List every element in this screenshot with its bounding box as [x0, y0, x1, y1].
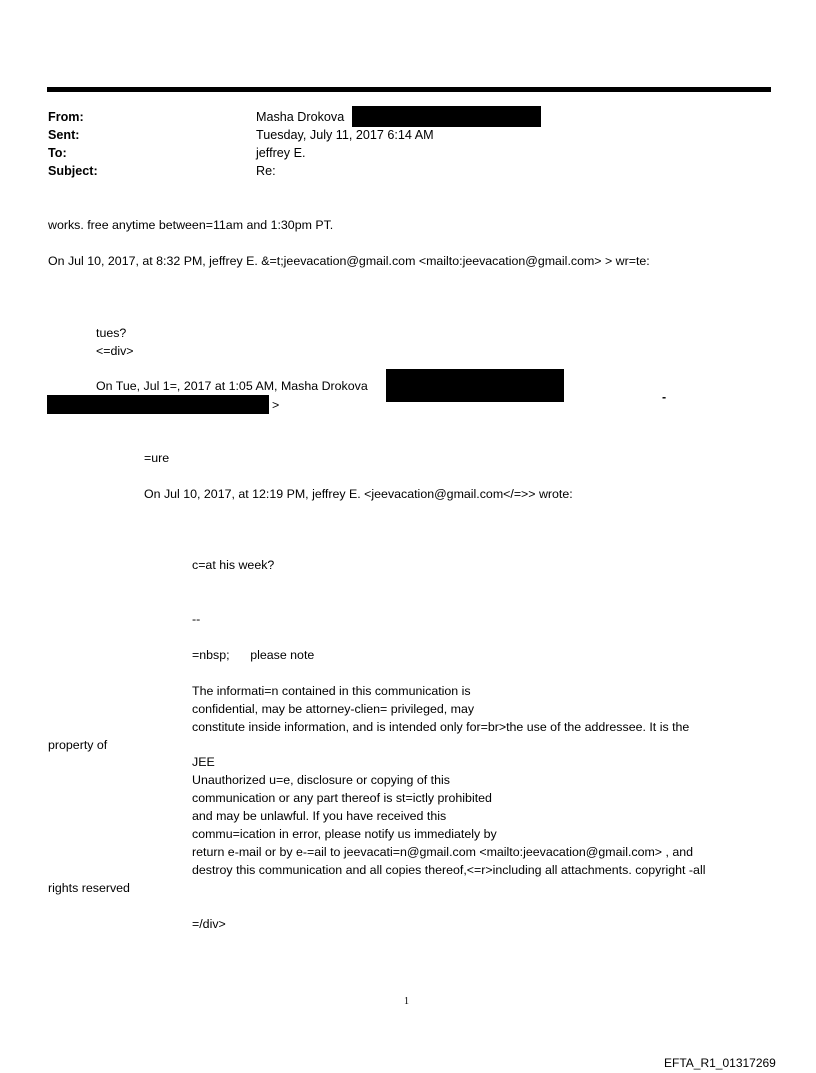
- body-line-2: On Jul 10, 2017, at 8:32 PM, jeffrey E. &=t;jeevacation@gmail.com <mailto:jeevacation@gmail.com> > wr=te:: [48, 254, 650, 268]
- redaction-box: [386, 369, 564, 402]
- disclaimer-line-1: The informati=n contained in this communication is: [192, 684, 471, 698]
- from-value: Masha Drokova: [256, 110, 345, 124]
- disclaimer-line-9: commu=ication in error, please notify us immediately by: [192, 827, 497, 841]
- sent-value: Tuesday, July 11, 2017 6:14 AM: [256, 128, 434, 142]
- stray-dash: -: [662, 390, 667, 404]
- bates-number: EFTA_R1_01317269: [664, 1056, 776, 1070]
- disclaimer-line-3: constitute inside information, and is intended only for=br>the use of the addressee. It is the: [192, 720, 690, 734]
- quote3-closing: =/div>: [192, 917, 226, 931]
- disclaimer-line-11: destroy this communication and all copies thereof,<=r>including all attachments. copyright -all: [192, 863, 706, 877]
- redaction-box: [352, 106, 541, 127]
- quote3-line-c: =nbsp; please note: [192, 648, 315, 662]
- quote2-line-a: =ure: [144, 451, 170, 465]
- subject-label: Subject:: [48, 164, 98, 178]
- disclaimer-line-6: Unauthorized u=e, disclosure or copying of this: [192, 773, 450, 787]
- disclaimer-line-10: return e-mail or by e-=ail to jeevacati=n@gmail.com <mailto:jeevacation@gmail.com> , and: [192, 845, 694, 859]
- body-line-1: works. free anytime between=11am and 1:30pm PT.: [48, 218, 334, 232]
- to-label: To:: [48, 146, 67, 160]
- subject-value: Re:: [256, 164, 276, 178]
- header-rule: [47, 87, 771, 92]
- disclaimer-line-2: confidential, may be attorney-clien= privileged, may: [192, 702, 475, 716]
- disclaimer-line-12: rights reserved: [48, 881, 130, 895]
- redaction-box: [47, 395, 269, 414]
- disclaimer-line-4: property of: [48, 738, 108, 752]
- quote3-line-a: c=at his week?: [192, 558, 275, 572]
- quote3-line-b: --: [192, 612, 201, 626]
- disclaimer-line-7: communication or any part thereof is st=ictly prohibited: [192, 791, 492, 805]
- from-label: From:: [48, 110, 84, 124]
- to-value: jeffrey E.: [256, 146, 306, 160]
- disclaimer-line-8: and may be unlawful. If you have received this: [192, 809, 447, 823]
- quote2-line-b: On Jul 10, 2017, at 12:19 PM, jeffrey E. <jeevacation@gmail.com</=>> wrote:: [144, 487, 573, 501]
- quote1-line-d: >: [272, 398, 280, 412]
- sent-label: Sent:: [48, 128, 80, 142]
- disclaimer-line-5: JEE: [192, 755, 215, 769]
- page-number: 1: [404, 996, 409, 1007]
- quote1-line-a: tues?: [96, 326, 127, 340]
- quote1-line-b: <=div>: [96, 344, 134, 358]
- quote1-line-c: On Tue, Jul 1=, 2017 at 1:05 AM, Masha Drokova: [96, 379, 368, 393]
